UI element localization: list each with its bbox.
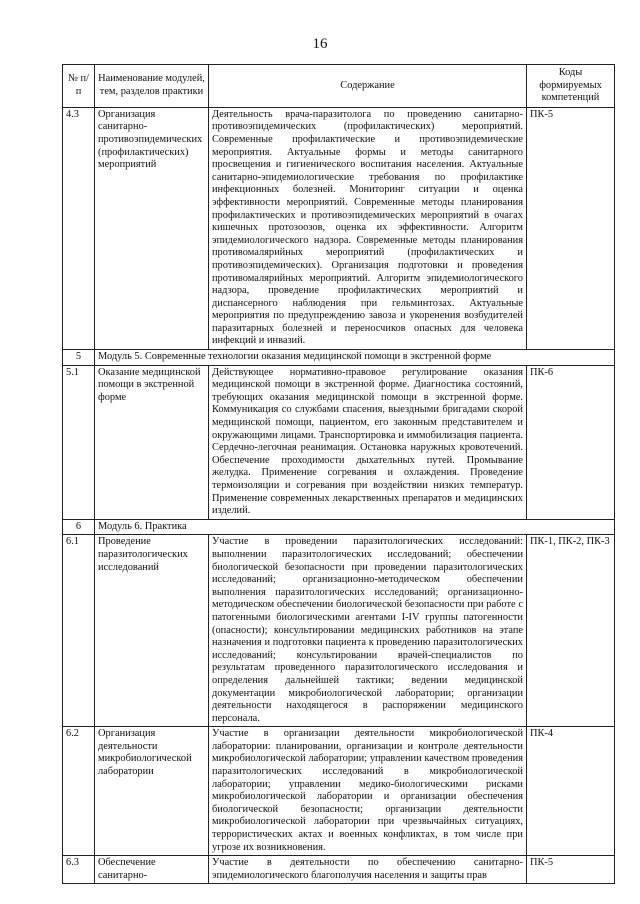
row-content: Участие в проведении паразитологических исследований: выполнении паразитологических исследований; обеспечении биологической безопасности при проведении паразитологических исследований; организационно-методическом обеспечении выполнения паразитологических исследований; организационно-методическом обеспечении биологической безопасности при работе с патогенными биологическими агентами I-IV группы патогенности (опасности); консультировании медицинских работников на этапе назначения и подготовки пациента к проведению паразитологических исследований; консультировании врачей-специалистов по результатам проведенного паразитологического исследования и определения дальнейшей тактики; ведении медицинской документации микробиологической лаборатории; организации деятельности находящегося в распоряжении медицинского персонала. — [209, 535, 527, 727]
row-number: 4.3 — [63, 107, 95, 349]
row-number: 6.3 — [63, 856, 95, 884]
row-number: 5.1 — [63, 365, 95, 519]
module-number: 6 — [63, 519, 95, 535]
row-codes: ПК-5 — [527, 107, 615, 349]
module-title: Модуль 5. Современные технологии оказания медицинской помощи в экстренной форме — [95, 350, 615, 366]
header-number: № п/п — [63, 65, 95, 108]
header-name: Наименование модулей, тем, разделов практики — [95, 65, 209, 108]
row-content: Участие в деятельности по обеспечению санитарно-эпидемиологического благополучия населения и защиты прав — [209, 856, 527, 884]
table-body — [63, 107, 615, 884]
row-codes: ПК-5 — [527, 856, 615, 884]
row-name: Организация деятельности микробиологической лаборатории — [95, 727, 209, 856]
row-content: Участие в организации деятельности микробиологической лаборатории: планировании, организации и контроле деятельности микробиологической лаборатории; управлении качеством проведения паразитологических исследований в микробиологической лаборатории; управлении медико-биологическими рисками микробиологической лаборатории и организации обеспечения биологической безопасности; организации деятельности микробиологической лаборатории при чрезвычайных ситуациях, террористических актах и военных конфликтах, в том числе при угрозе их возникновения. — [209, 727, 527, 856]
page-number: 16 — [312, 36, 328, 52]
row-codes: ПК-6 — [527, 365, 615, 519]
header-content: Содержание — [209, 65, 527, 108]
row-content: Деятельность врача-паразитолога по проведению санитарно-противоэпидемических (профилактических) мероприятий. Современные профилактические и противоэпидемические мероприятия. Актуальные формы и методы санитарного просвещения и гигиенического воспитания населения. Актуальные санитарно-эпидемиологические требования по профилактике инфекционных болезней. Мониторинг ситуации и оценка эффективности мероприятий. Современные методы планирования профилактических и противоэпидемических мероприятий в очагах кишечных протозоозов, оценка их эффективности. Алгоритм эпидемиологического надзора. Современные методы планирования противомалярийных мероприятий (профилактических и противоэпидемических). Организация подготовки и проведения противомалярийных мероприятий. Алгоритм эпидемиологического надзора, проведение профилактических мероприятий и диспансерного наблюдения при гельминтозах. Актуальные мероприятия по предупреждению завоза и укоренения возбудителей паразитарных болезней и переносчиков опасных для человека инфекций и инвазий. — [209, 107, 527, 349]
module-row — [63, 350, 615, 366]
row-name: Оказание медицинской помощи в экстренной форме — [95, 365, 209, 519]
module-title: Модуль 6. Практика — [95, 519, 615, 535]
table-row — [63, 856, 615, 884]
row-number: 6.2 — [63, 727, 95, 856]
row-number: 6.1 — [63, 535, 95, 727]
row-name: Организация санитарно-противоэпидемических (профилактических) мероприятий — [95, 107, 209, 349]
row-codes: ПК-1, ПК-2, ПК-3 — [527, 535, 615, 727]
table-row — [63, 107, 615, 349]
row-codes: ПК-4 — [527, 727, 615, 856]
table-header-row — [63, 65, 615, 108]
table-row — [63, 727, 615, 856]
module-row — [63, 519, 615, 535]
header-codes: Коды формируемых компетенций — [527, 65, 615, 108]
table-row — [63, 365, 615, 519]
module-number: 5 — [63, 350, 95, 366]
row-content: Действующее нормативно-правовое регулирование оказания медицинской помощи в экстренной форме. Диагностика состояний, требующих оказания медицинской помощи в экстренной форме. Коммуникация со службами спасения, выездными бригадами скорой медицинской помощи, пациентом, его законным представителем и окружающими лицами. Транспортировка и иммобилизация пациента. Сердечно-легочная реанимация. Остановка наружных кровотечений. Обеспечение проходимости дыхательных путей. Промывание желудка. Применение согревания и охлаждения. Проведение термоизоляции и согревания при воздействии низких температур. Применение современных лекарственных препаратов и медицинских изделий. — [209, 365, 527, 519]
table-row — [63, 535, 615, 727]
row-name: Проведение паразитологических исследований — [95, 535, 209, 727]
curriculum-table — [62, 64, 615, 884]
row-name: Обеспечение санитарно- — [95, 856, 209, 884]
